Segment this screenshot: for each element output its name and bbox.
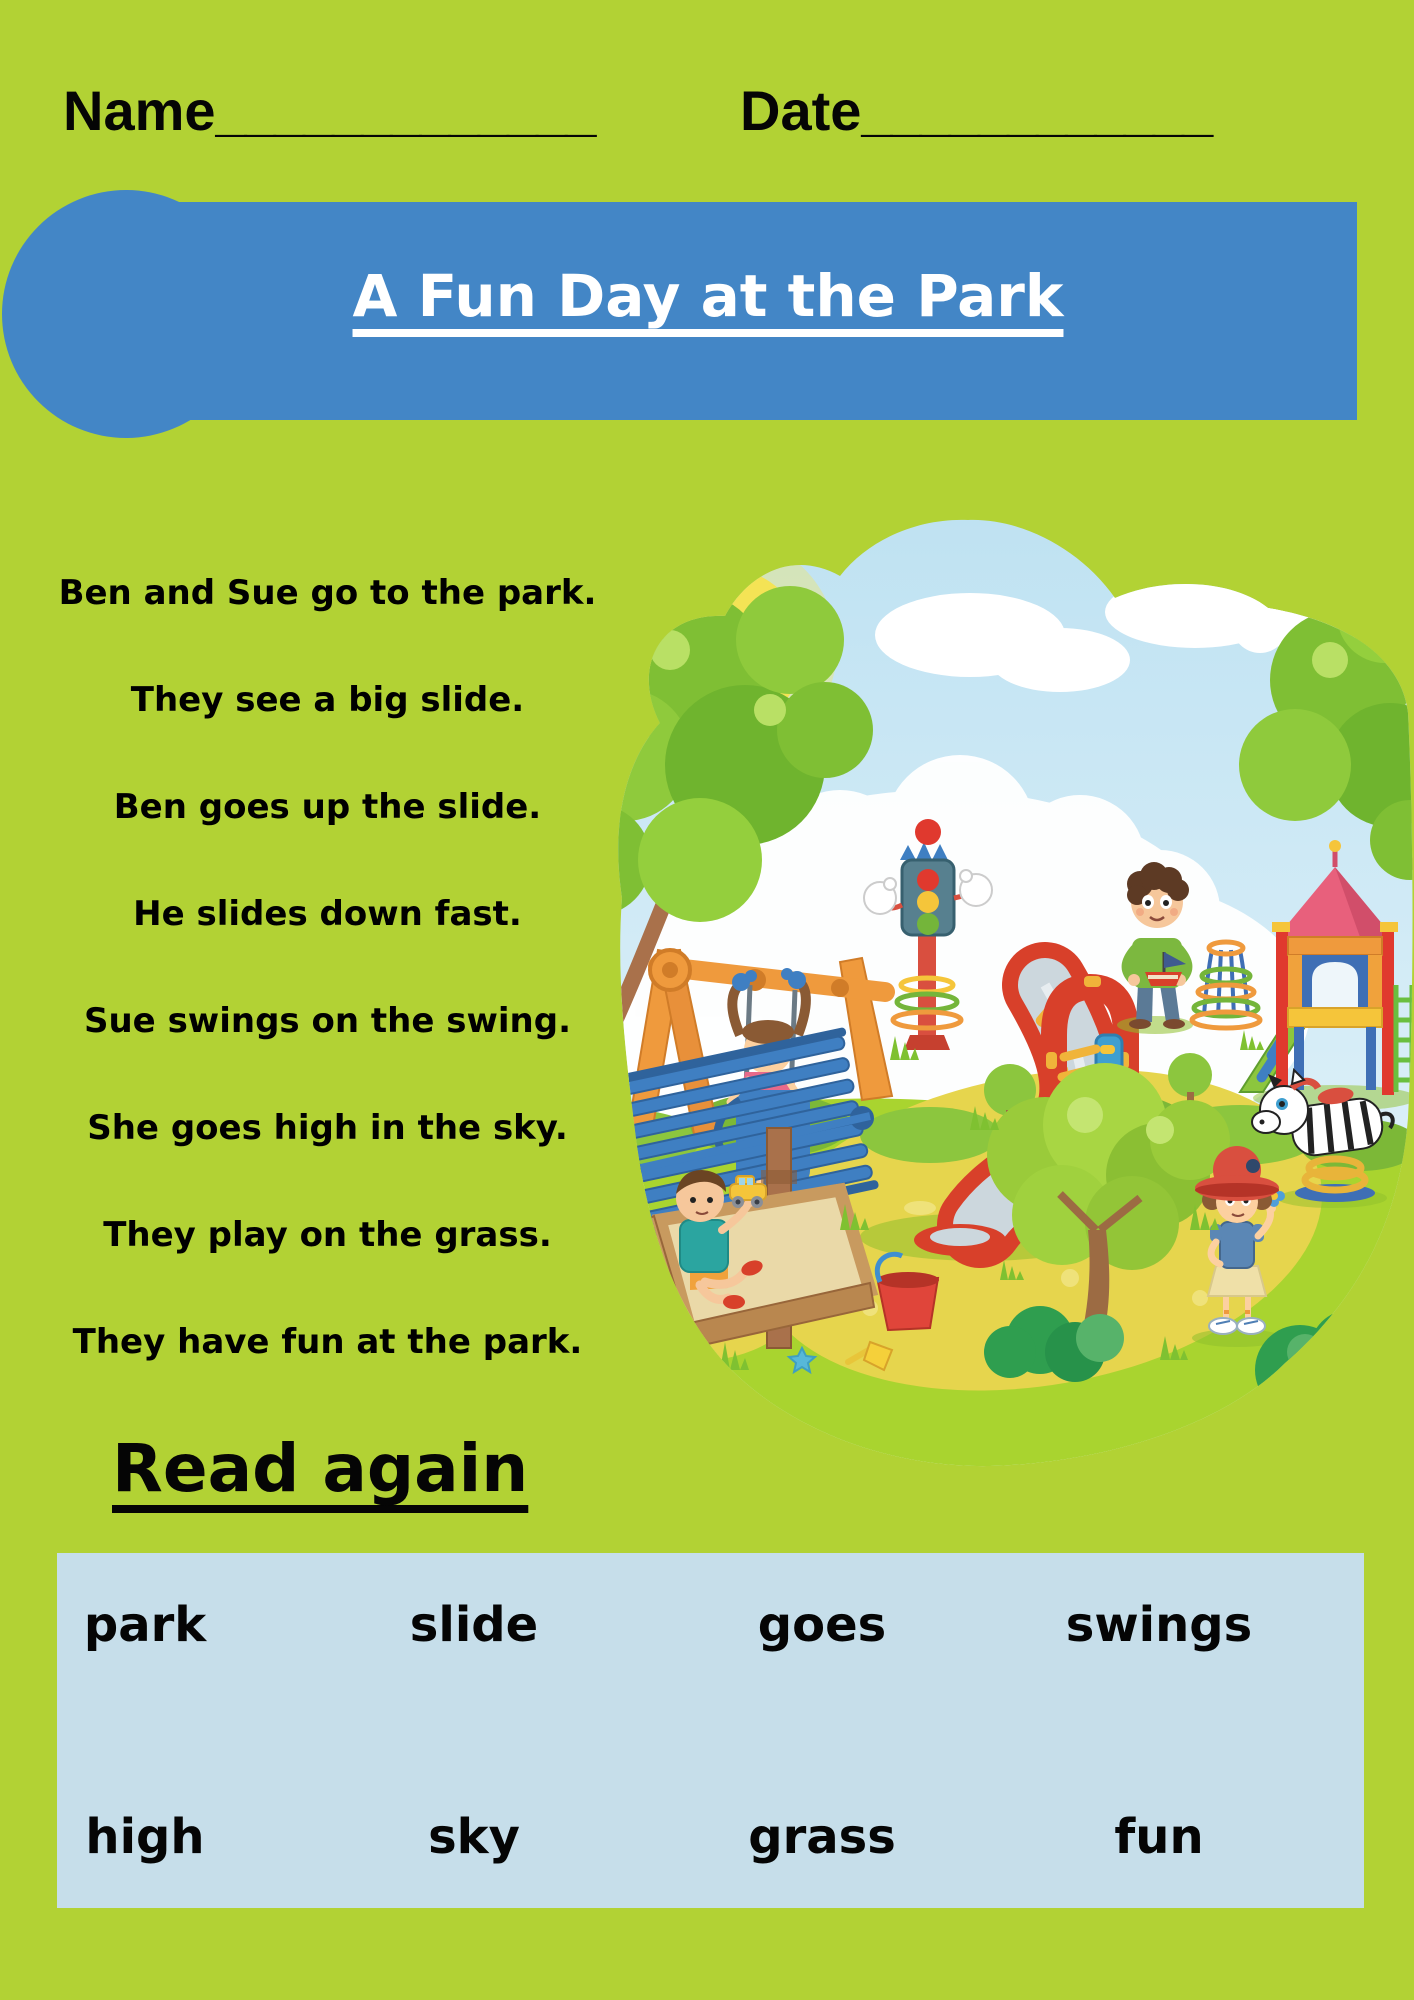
word-fun: fun — [1114, 1809, 1204, 1865]
date-blank-line: ____________ — [861, 79, 1212, 142]
word-goes: goes — [757, 1597, 887, 1653]
word-grass: grass — [748, 1809, 896, 1865]
story-line-7: They play on the grass. — [103, 1215, 552, 1255]
story-line-8: They have fun at the park. — [72, 1322, 583, 1362]
story-line-5: Sue swings on the swing. — [83, 1001, 572, 1041]
story-line-6: She goes high in the sky. — [87, 1108, 568, 1148]
story-line-4: He slides down fast. — [133, 894, 522, 934]
word-park: park — [83, 1597, 207, 1653]
word-slide: slide — [409, 1597, 539, 1653]
word-high: high — [85, 1809, 205, 1865]
page-title: A Fun Day at the Park — [352, 262, 1064, 330]
story-text — [0, 540, 655, 1396]
story-line-2: They see a big slide. — [130, 680, 525, 720]
story-line-3: Ben goes up the slide. — [113, 787, 542, 827]
playground-illustration — [540, 518, 1414, 1470]
bushes — [1255, 1310, 1414, 1458]
name-blank-line: _____________ — [215, 79, 595, 142]
story-line-1: Ben and Sue go to the park. — [58, 573, 597, 613]
date-field — [740, 78, 1211, 143]
name-field — [63, 78, 594, 143]
word-bank — [57, 1553, 1364, 1908]
name-label: Name — [63, 79, 216, 142]
read-again-heading: Read again — [112, 1430, 529, 1507]
word-sky: sky — [428, 1809, 520, 1865]
date-label: Date — [740, 79, 862, 142]
word-swings: swings — [1065, 1597, 1253, 1653]
